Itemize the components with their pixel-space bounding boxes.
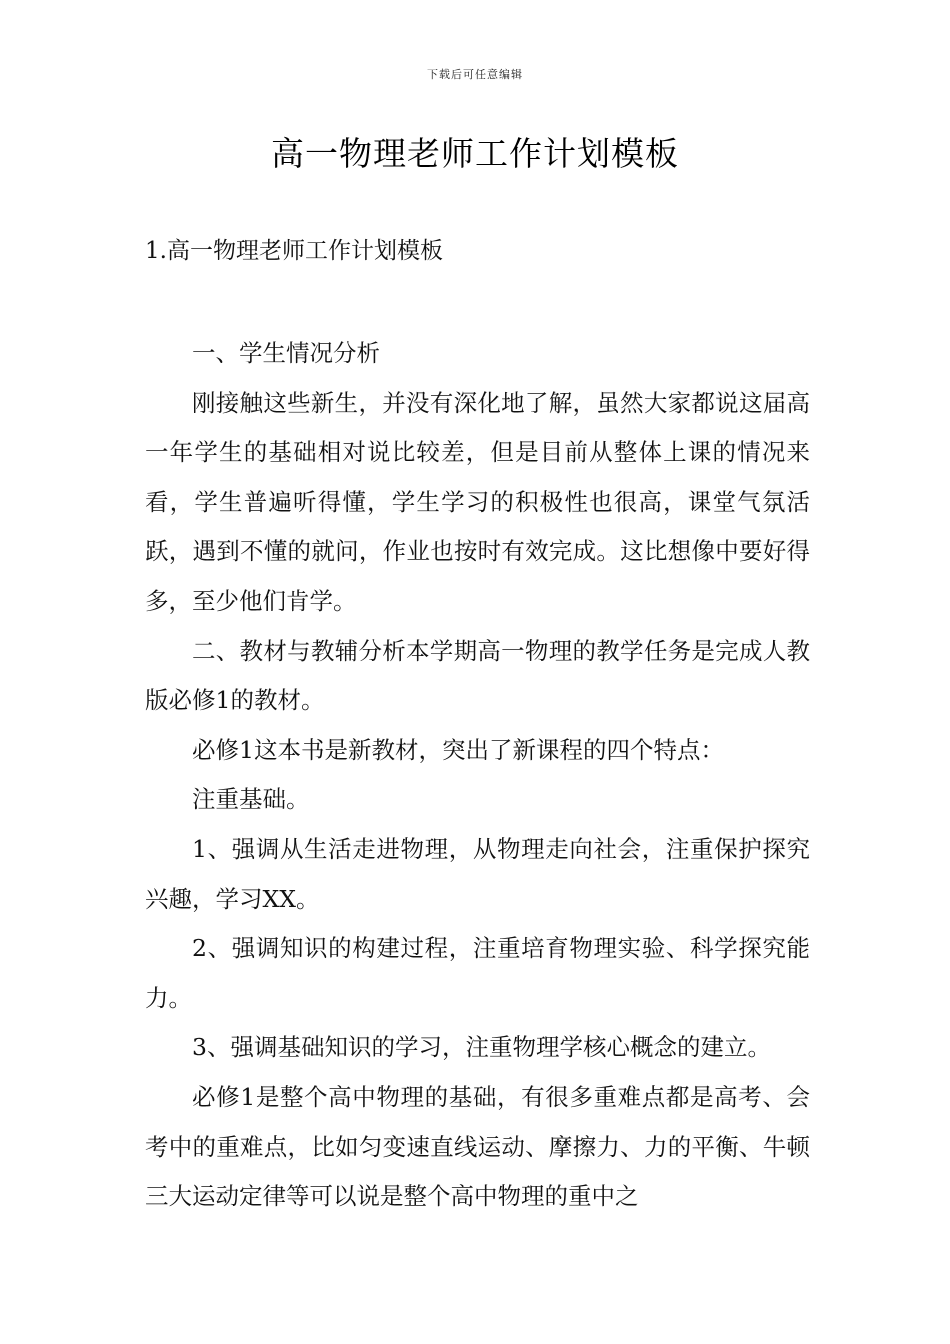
paragraph-feature-3: 3、强调基础知识的学习，注重物理学核心概念的建立。: [192, 1033, 771, 1062]
paragraph-feature-1: 1、强调从生活走进物理，从物理走向社会，注重保护探究兴趣，学习XX。: [145, 834, 810, 913]
paragraph-student-analysis: 刚接触这些新生，并没有深化地了解，虽然大家都说这届高一年学生的基础相对说比较差，但是目前从整体上课的情况来看，学生普遍听得懂，学生学习的积极性也很高，课堂气氛活跃，遇到不懂的就问，作业也按时有效完成。这比想像中要好得多，至少他们肯学。: [145, 388, 810, 615]
header-note: 下载后可任意编辑: [427, 68, 523, 81]
paragraph-importance: 必修1是整个高中物理的基础，有很多重难点都是高考、会考中的重难点，比如匀变速直线运动、摩擦力、力的平衡、牛顿三大运动定律等可以说是整个高中物理的重中之: [145, 1082, 810, 1211]
paragraph-features-intro: 必修1这本书是新教材，突出了新课程的四个特点：: [192, 735, 724, 764]
paragraph-feature-2: 2、强调知识的构建过程，注重培育物理实验、科学探究能力。: [145, 934, 810, 1012]
paragraph-feature-basics: 注重基础。: [192, 785, 310, 814]
paragraph-student-analysis-heading: 一、学生情况分析: [192, 339, 380, 367]
section-heading: 1.高一物理老师工作计划模板: [145, 238, 443, 264]
paragraph-textbook-analysis: 二、教材与教辅分析本学期高一物理的教学任务是完成人教版必修1的教材。: [145, 636, 810, 715]
document-body: [145, 329, 810, 1222]
document-title: 高一物理老师工作计划模板: [271, 134, 679, 173]
